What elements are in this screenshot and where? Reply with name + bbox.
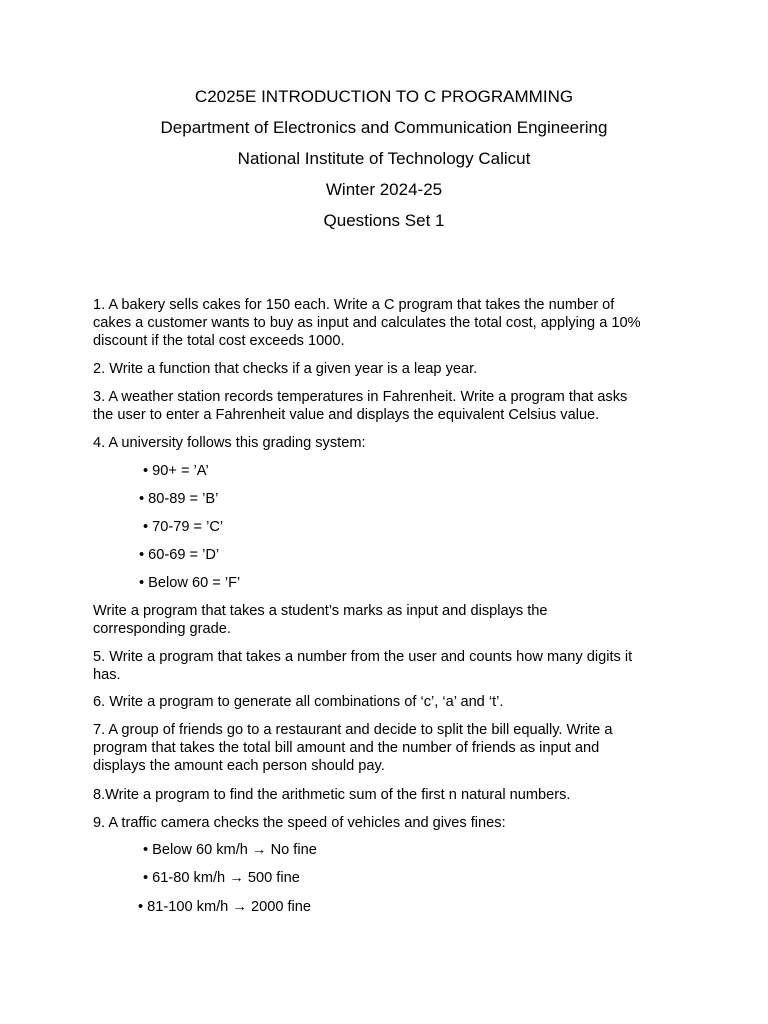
term-label: Winter 2024-25 [325,180,443,199]
grade-bullet-c: • 70-79 = ’C’ [143,519,224,535]
fine-bullet-below-60: • Below 60 km/h → No fine [143,842,317,858]
question-6: 6. Write a program to generate all combinations of ‘c’, ‘a’ and ‘t’. [93,694,504,710]
institute-name: National Institute of Technology Calicut [237,149,531,168]
question-3: 3. A weather station records temperatures in Fahrenheit. Write a program that asks the user to enter a Fahrenheit value and displays the equivalent Celsius value. [93,389,628,424]
course-title: C2025E INTRODUCTION TO C PROGRAMMING [194,87,574,106]
fine-bullet-81-100: • 81-100 km/h → 2000 fine [138,899,312,915]
question-2: 2. Write a function that checks if a given year is a leap year. [93,361,478,377]
question-1: 1. A bakery sells cakes for 150 each. Write a C program that takes the number of cakes a customer wants to buy as input and calculates the total cost, applying a 10% discount if the total cost exceeds 1000. [93,297,641,350]
fine-bullet-61-80: • 61-80 km/h → 500 fine [143,870,300,886]
question-7: 7. A group of friends go to a restaurant and decide to split the bill equally. Write a program that takes the total bill amount and the number of friends as input and displays the amount each person should pay. [93,722,613,775]
grade-bullet-f: • Below 60 = ’F’ [139,575,241,591]
department-name: Department of Electronics and Communication Engineering [160,118,608,137]
question-5: 5. Write a program that takes a number from the user and counts how many digits it has. [93,649,633,684]
grade-bullet-a: • 90+ = ’A’ [143,463,209,479]
question-8: 8.Write a program to find the arithmetic sum of the first n natural numbers. [93,787,571,803]
question-4-intro: 4. A university follows this grading system: [93,435,366,451]
question-4-task: Write a program that takes a student’s marks as input and displays the corresponding grade. [93,603,548,638]
grade-bullet-d: • 60-69 = ’D’ [139,547,220,563]
question-set-label: Questions Set 1 [323,211,445,230]
grade-bullet-b: • 80-89 = ’B’ [139,491,219,507]
question-9-intro: 9. A traffic camera checks the speed of vehicles and gives fines: [93,815,506,831]
